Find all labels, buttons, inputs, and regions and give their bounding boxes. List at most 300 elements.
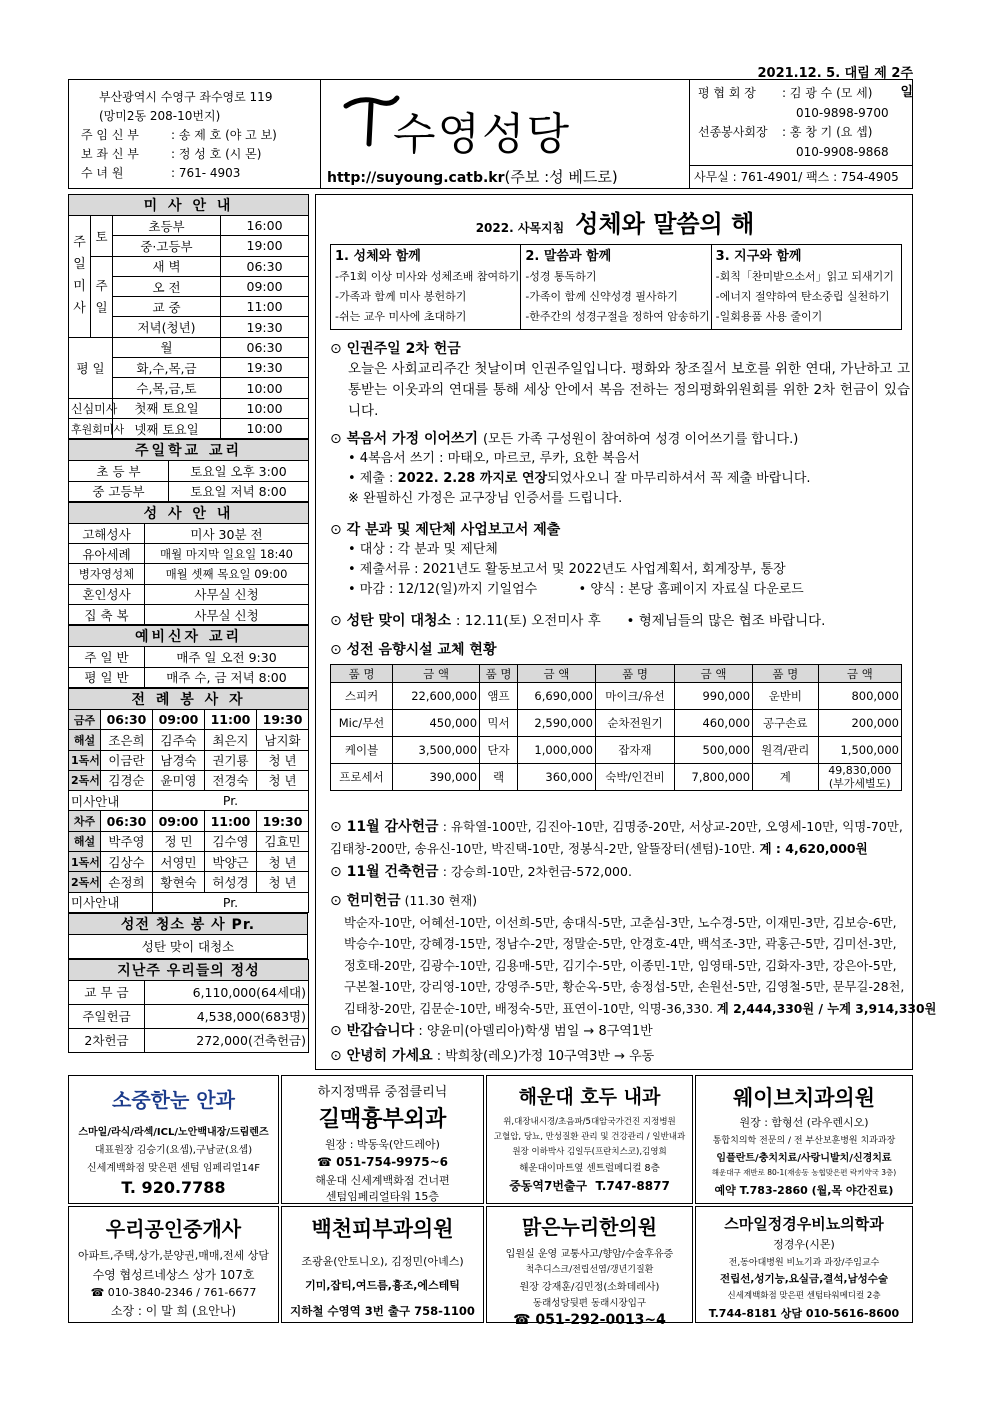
council-label: 평 협 회 장 — [698, 86, 756, 100]
notice-title: 11월 건축헌금 — [346, 864, 439, 880]
server-head: 11:00 — [205, 811, 257, 831]
notice-line: • 제출서류 : 2021년도 활동보고서 및 2022년도 사업계획서, 회계장부, 통장 — [348, 562, 786, 577]
special-mass-day: 첫째 토요일 — [113, 398, 221, 418]
offering-value: 272,000(건축헌금) — [145, 1028, 309, 1052]
parish-info — [69, 80, 321, 188]
ad-derma-clinic — [281, 1206, 484, 1323]
price-head: 품 명 — [753, 665, 818, 683]
ad-line: 해운대구 재반로 80-1(재송동 농협맞은편 락키약국 3층) — [711, 1168, 897, 1177]
ad-phone: ☎ 051-292-0013~4 — [513, 1312, 666, 1328]
server-name: 조은희 — [101, 730, 153, 750]
notice-line: • 마감 : 12/12(일)까지 기일엄수 • 양식 : 본당 홈페이지 자료실 다운로드 — [348, 582, 804, 597]
ad-line: 신세계백화점 맞은편 센텀 임페리얼14F — [87, 1163, 260, 1174]
bullet-icon: ⊙ — [330, 1048, 342, 1064]
catechumen-label: 평 일 반 — [69, 667, 145, 687]
ad-line: 원장 : 함형선 (라우렌시오) — [739, 1116, 869, 1129]
special-mass-day: 넷째 토요일 — [113, 418, 221, 438]
item-price: 2,590,000 — [517, 710, 595, 737]
notice-date: (11.30 현재) — [404, 894, 478, 908]
cleaning-table — [68, 913, 308, 959]
catechumen-time: 매주 일 오전 9:30 — [145, 647, 309, 667]
notice-rice-offering — [330, 891, 937, 1020]
server-name: 허성경 — [205, 872, 257, 892]
mass-time: 06:30 — [221, 256, 309, 276]
header — [68, 79, 913, 189]
school-time: 토요일 오후 3:00 — [169, 461, 309, 481]
catechumen-table — [68, 625, 309, 688]
clergy-value: : 761- 4903 — [171, 166, 241, 180]
mass-title: 미 사 안 내 — [69, 195, 309, 216]
guideline-item: -일회용품 사용 줄이기 — [715, 310, 823, 323]
school-label: 초 등 부 — [69, 461, 169, 481]
ad-line: 전,동아대병원 비뇨기과 과장/주임교수 — [728, 1258, 880, 1268]
clergy-list — [81, 126, 317, 183]
clergy-value: : 송 제 호 (야 고 보) — [171, 128, 277, 142]
server-name: 김수영 — [205, 831, 257, 851]
bullet-icon: ⊙ — [330, 864, 342, 880]
ad-phone: 지하철 수영역 3번 출구 758-1100 — [290, 1304, 475, 1318]
mass-schedule-table — [68, 194, 309, 439]
notice-text: 되었사오니 잘 마무리하셔서 꼭 제출 바랍니다. — [547, 471, 811, 486]
notice-body: 오늘은 사회교리주간 첫날이며 인권주일입니다. 평화와 창조질서 보호를 위한 연대, 가난하고 고통받는 이웃과의 연대를 통해 세상 안에서 복음 전하는 정의평화위원회를 위한 2차 헌금이 있습니다. — [348, 361, 910, 419]
ad-line: 통합치의학 전문의 / 전 부산보훈병원 치과과장 — [712, 1136, 896, 1146]
ad-realty — [68, 1206, 279, 1323]
ad-internal-clinic — [486, 1075, 693, 1204]
price-head: 금 액 — [675, 665, 753, 683]
price-head: 금 액 — [517, 665, 595, 683]
special-mass-label: 신심미사 — [69, 398, 113, 418]
server-name: 서영민 — [153, 852, 205, 872]
mass-name: 새 벽 — [113, 256, 221, 276]
item-name: 공구손료 — [753, 710, 818, 737]
sacrament-value: 매월 셋째 목요일 09:00 — [145, 564, 309, 584]
ad-line: 신세계백화점 맞은편 센텀타워메디컬 2층 — [727, 1291, 881, 1301]
sacrament-label: 혼인성사 — [69, 584, 145, 604]
server-role: 해설 — [69, 831, 101, 851]
bullet-icon: ⊙ — [330, 642, 342, 658]
pastoral-title: 성체와 말씀의 해 — [575, 210, 755, 238]
item-price: 800,000 — [818, 683, 902, 710]
pastoral-prefix: 2022. 사목지침 — [475, 221, 565, 235]
ad-line: 척추디스크/전립선염/갱년기질환 — [525, 1265, 654, 1275]
ad-line: 대표원장 김승기(요셉),구남균(요셉) — [94, 1145, 253, 1156]
sunday-mass-label: 주일미사 — [69, 216, 91, 338]
mass-time: 09:00 — [221, 276, 309, 296]
notice-gospel-writing — [330, 430, 910, 509]
item-name: Mic/무선 — [331, 710, 393, 737]
item-price: 390,000 — [393, 764, 480, 791]
offering-label: 주일헌금 — [69, 1004, 145, 1028]
mass-name: 월 — [113, 337, 221, 357]
server-name: 청 년 — [257, 750, 309, 770]
catechumen-title: 예비신자 교리 — [69, 626, 309, 647]
ad-phone: ☎ 051-754-9975~6 — [317, 1155, 448, 1169]
server-head: 11:00 — [205, 709, 257, 729]
council-label: 선종봉사회장 — [698, 125, 768, 139]
server-name: 윤미영 — [153, 770, 205, 790]
bulletin-date: 2021.12. 5. 대림 제 2주일 — [757, 66, 913, 100]
mass-name: 저녁(청년) — [113, 317, 221, 337]
ad-line: 소장 : 이 말 희 (요안나) — [110, 1304, 237, 1318]
ad-line: 기미,잡티,여드름,흉조,에스테틱 — [305, 1279, 460, 1292]
notice-title: 반갑습니다 — [346, 1023, 415, 1039]
offering-table — [68, 959, 309, 1053]
mass-name: 중·고등부 — [113, 236, 221, 256]
notice-line: ※ 완필하신 가정은 교구장님 인증서를 드립니다. — [348, 491, 623, 506]
notice-title: 복음서 가정 이어쓰기 — [346, 431, 479, 447]
ad-line: 센텀임페리얼타워 15층 — [325, 1190, 440, 1203]
guideline-head: 3. 지구와 함께 — [715, 249, 802, 264]
item-price: 460,000 — [675, 710, 753, 737]
catechumen-label: 주 일 반 — [69, 647, 145, 667]
ad-phone: 중동역7번출구 T.747-8877 — [509, 1179, 670, 1193]
ad-line: 조광윤(안토니오), 김정민(아녜스) — [301, 1255, 464, 1268]
bullet-icon: ⊙ — [330, 893, 342, 909]
guideline-head: 1. 성체와 함께 — [335, 249, 421, 264]
server-name: 청 년 — [257, 852, 309, 872]
mass-time: 19:30 — [221, 358, 309, 378]
server-name: 권기룡 — [205, 750, 257, 770]
price-head: 품 명 — [595, 665, 674, 683]
ad-line: 입원실 운영 교통사고/향암/수술후유증 — [505, 1249, 674, 1260]
bullet-icon: ⊙ — [330, 1023, 342, 1039]
saturday-label: 토 — [91, 216, 113, 257]
bullet-icon: ⊙ — [330, 522, 342, 538]
item-name: 숙박/인건비 — [595, 764, 674, 791]
server-name: 김경순 — [101, 770, 153, 790]
notice-body: : 유학열-100만, 김진아-10만, 김명중-20만, 서상교-20만, 오영세-10만, 익명-70만, 김태창-200만, 송유신-10만, 박진택-10만, 정봉식-2만, 알뜰장터(센텀)-10만. — [330, 819, 903, 856]
ad-dental-clinic — [695, 1075, 913, 1204]
ad-title: 웨이브치과의원 — [732, 1086, 875, 1110]
notice-line: • 대상 : 각 분과 및 제단체 — [348, 542, 498, 557]
item-name: 잡자재 — [595, 737, 674, 764]
item-price: 500,000 — [675, 737, 753, 764]
special-mass-label: 후원회미사 — [69, 418, 113, 438]
bullet-icon: ⊙ — [330, 341, 342, 357]
server-name: 최은지 — [205, 730, 257, 750]
council-value: : 김 광 수 (모 세) — [782, 86, 873, 100]
mass-name: 초등부 — [113, 216, 221, 236]
parish-logo-text: 수영성당 — [393, 109, 572, 160]
notice-welcome — [330, 1022, 910, 1041]
mass-name: 교 중 — [113, 297, 221, 317]
item-price: 1,000,000 — [517, 737, 595, 764]
offering-title: 지난주 우리들의 정성 — [69, 959, 309, 980]
parish-address: 부산광역시 수영구 좌수영로 119 — [99, 90, 273, 104]
ad-line: 임플란트/충치치료/사랑니발치/신경치료 — [716, 1153, 892, 1164]
offering-value: 4,538,000(683명) — [145, 1004, 309, 1028]
school-label: 중 고등부 — [69, 481, 169, 501]
mass-guide-value: Pr. — [153, 791, 309, 811]
ad-line: 원장 강재훈/김민정(소화데레사) — [519, 1282, 660, 1293]
ad-title: 해운대 호두 내과 — [518, 1086, 661, 1108]
item-name: 원격/관리 — [753, 737, 818, 764]
mass-name: 화,수,목,금 — [113, 358, 221, 378]
notice-title: 11월 감사헌금 — [346, 819, 439, 835]
guideline-item: -쉬는 교우 미사에 초대하기 — [335, 310, 467, 323]
total-label: 계 — [753, 764, 818, 791]
council-phone: 010-9898-9700 — [796, 105, 889, 120]
council-phone: 010-9908-9868 — [796, 144, 889, 159]
notice-building-offering — [330, 862, 910, 882]
server-role: 2독서 — [69, 770, 101, 790]
item-name: 마이크/유선 — [595, 683, 674, 710]
server-name: 김주숙 — [153, 730, 205, 750]
sound-cost-table — [330, 664, 902, 791]
item-name: 케이블 — [331, 737, 393, 764]
total-note: (부가세별도) — [828, 777, 891, 790]
mass-time: 19:00 — [221, 236, 309, 256]
server-head: 09:00 — [153, 709, 205, 729]
sunday-school-table — [68, 439, 309, 502]
item-name: 랙 — [480, 764, 518, 791]
price-head: 품 명 — [480, 665, 518, 683]
mass-name: 오 전 — [113, 276, 221, 296]
ad-title: 우리공인중개사 — [105, 1217, 242, 1241]
server-name: 이금란 — [101, 750, 153, 770]
mass-time: 16:00 — [221, 216, 309, 236]
weekday-label: 평 일 — [69, 337, 113, 398]
server-role: 1독서 — [69, 750, 101, 770]
ad-urology-clinic — [695, 1206, 913, 1323]
server-head: 19:30 — [257, 709, 309, 729]
notice-title: 인권주일 2차 헌금 — [346, 341, 461, 357]
item-price: 200,000 — [818, 710, 902, 737]
ad-line: 고혈압, 당뇨, 만성질환 관리 및 건강관리 / 일반내과 — [493, 1132, 686, 1142]
guideline-item: -회칙「찬미받으소서」읽고 되새기기 — [715, 270, 894, 283]
server-name: 남지화 — [257, 730, 309, 750]
ad-oriental-clinic — [486, 1206, 693, 1328]
notice-sound-system — [330, 641, 910, 660]
logo-area — [321, 80, 689, 188]
server-role: 해설 — [69, 730, 101, 750]
donor-line: 박승수-10만, 강혜경-15만, 정남수-2만, 정말순-5만, 안경호-4만, 백석조-3만, 곽홍근-5만, 김미선-3만, — [344, 937, 897, 951]
server-role: 2독서 — [69, 872, 101, 892]
price-head: 금 액 — [393, 665, 480, 683]
bullet-icon: ⊙ — [330, 613, 342, 629]
sacrament-value: 사무실 신청 — [145, 584, 309, 604]
server-name: 손정희 — [101, 872, 153, 892]
ad-phone: T.744-8181 상담 010-5616-8600 — [708, 1307, 900, 1320]
clergy-value: : 정 성 호 (시 몬) — [171, 147, 262, 161]
item-price: 360,000 — [517, 764, 595, 791]
notice-highlight: 2022. 2.28 까지로 연장 — [397, 471, 548, 486]
liturgy-servers-table — [68, 688, 309, 913]
donor-line: 김태창-20만, 김문순-10만, 배정숙-5만, 표연이-10만, 익명-36,330. — [344, 1001, 713, 1016]
school-title: 주일학교 교리 — [69, 440, 309, 461]
item-price: 3,500,000 — [393, 737, 480, 764]
mass-time: 06:30 — [221, 337, 309, 357]
offering-value: 6,110,000(64세대) — [145, 980, 309, 1004]
ad-line: 해운대이마트옆 센트럴메디컬 8층 — [519, 1163, 660, 1174]
ad-title: 소중한눈 안과 — [112, 1088, 235, 1112]
mass-name: 수,목,금,토 — [113, 378, 221, 398]
notice-title: 성전 음향시설 교체 현황 — [346, 642, 497, 658]
ad-phone: 예약 T.783-2860 (월,목 야간진료) — [714, 1184, 894, 1197]
sacrament-label: 집 축 복 — [69, 605, 145, 625]
ad-line: 원장 이하박사 김일두(프란치스코),김영희 — [512, 1147, 667, 1157]
sacrament-table — [68, 502, 309, 625]
ad-line: 동래성당뒷편 동래시장입구 — [532, 1298, 647, 1309]
notice-human-rights — [330, 340, 910, 422]
ad-line: 수영 협성르네상스 상가 107호 — [92, 1268, 255, 1282]
sacrament-label: 병자영성체 — [69, 564, 145, 584]
server-name: 남경숙 — [153, 750, 205, 770]
item-price: 22,600,000 — [393, 683, 480, 710]
mass-time: 11:00 — [221, 297, 309, 317]
item-price: 1,500,000 — [818, 737, 902, 764]
ad-phone: T. 920.7788 — [121, 1178, 226, 1197]
ad-line: 전립선,성기능,요실금,결석,남성수술 — [719, 1273, 889, 1285]
mass-guide-label: 미사안내 — [69, 892, 153, 912]
ad-title: 맑은누리한의원 — [521, 1215, 658, 1239]
cleaning-value: 성탄 맞이 대청소 — [69, 934, 308, 958]
item-price: 7,800,000 — [675, 764, 753, 791]
guideline-item: -에너지 절약하여 탄소중립 실천하기 — [715, 290, 890, 303]
sacrament-label: 고해성사 — [69, 523, 145, 543]
parish-url — [327, 166, 618, 187]
donor-line: 박순자-10만, 어혜선-10만, 이선희-5만, 송대식-5만, 고춘심-3만, 노수경-5만, 이재민-3만, 김보승-6만, — [344, 915, 897, 930]
pastoral-heading — [330, 204, 900, 239]
sacrament-value: 사무실 신청 — [145, 605, 309, 625]
clergy-label: 보 좌 신 부 — [81, 147, 139, 161]
ad-vein-clinic — [281, 1075, 484, 1204]
notice-title: 헌미헌금 — [346, 893, 401, 909]
item-name: 단자 — [480, 737, 518, 764]
notice-farewell — [330, 1047, 910, 1066]
server-name: 청 년 — [257, 770, 309, 790]
notice-total: 계 2,444,330원 / 누계 3,914,330원 — [716, 1001, 937, 1016]
server-head: 06:30 — [101, 811, 153, 831]
url-text: http://suyoung.catb.kr — [327, 170, 505, 186]
offering-label: 교 무 금 — [69, 980, 145, 1004]
ad-title: 스마일정경우비뇨의학과 — [724, 1215, 884, 1233]
notice-cleaning — [330, 612, 910, 631]
server-head: 19:30 — [257, 811, 309, 831]
special-mass-time: 10:00 — [221, 418, 309, 438]
notice-body: : 12.11(토) 오전미사 후 • 형제님들의 많은 협조 바랍니다. — [455, 613, 826, 629]
guideline-item: -가족과 함께 미사 봉헌하기 — [335, 290, 467, 303]
guideline-item: -주1회 이상 미사와 성체조배 참여하기 — [335, 270, 520, 283]
pastoral-guidelines — [330, 244, 902, 330]
ad-line: 스마일/라식/라섹/ICL/노안백내장/드림렌즈 — [78, 1127, 269, 1138]
ad-title: 백천피부과의원 — [311, 1217, 454, 1241]
server-name: 정 민 — [153, 831, 205, 851]
sunday-label: 주일 — [91, 256, 113, 337]
notice-line — [330, 469, 910, 489]
server-head: 09:00 — [153, 811, 205, 831]
item-name: 운반비 — [753, 683, 818, 710]
special-mass-time: 10:00 — [221, 398, 309, 418]
price-head: 금 액 — [818, 665, 902, 683]
ad-line: 정경우(시몬) — [773, 1238, 835, 1251]
item-name: 스피커 — [331, 683, 393, 710]
council-info — [689, 80, 913, 188]
item-name: 프로세서 — [331, 764, 393, 791]
sacrament-label: 유아세례 — [69, 544, 145, 564]
cleaning-title: 성전 청소 봉 사 Pr. — [69, 913, 308, 934]
notice-title: 안녕히 가세요 — [346, 1048, 433, 1064]
total-value: 49,830,000 — [828, 764, 892, 777]
price-head: 품 명 — [331, 665, 393, 683]
mass-time: 19:30 — [221, 317, 309, 337]
ad-line: 해운대 신세계백화점 건너편 — [315, 1174, 450, 1187]
ad-line: 원장 : 박동욱(안드레아) — [325, 1138, 440, 1151]
server-name: 전경숙 — [205, 770, 257, 790]
item-price: 6,690,000 — [517, 683, 595, 710]
bullet-icon: ⊙ — [330, 819, 342, 835]
ad-title: 길맥흉부외과 — [318, 1107, 447, 1132]
council-value: : 홍 창 기 (요 셉) — [782, 125, 873, 139]
office-contact: 사무실 : 761-4901/ 팩스 : 754-4905 — [690, 165, 913, 188]
notice-total: 계 : 4,620,000원 — [759, 841, 868, 856]
notice-text: • 제출 : — [348, 471, 398, 486]
server-name: 김효민 — [257, 831, 309, 851]
server-head: 06:30 — [101, 709, 153, 729]
notice-title: 성탄 맞이 대청소 — [346, 613, 452, 629]
notice-line: • 4복음서 쓰기 : 마태오, 마르코, 루카, 요한 복음서 — [348, 451, 640, 466]
clergy-label: 주 임 신 부 — [81, 128, 139, 142]
left-column — [68, 194, 308, 1053]
sacrament-title: 성 사 안 내 — [69, 502, 309, 523]
notice-subtitle: (모든 가족 구성원이 참여하여 성경 이어쓰기를 합니다.) — [482, 432, 799, 447]
ad-phone: ☎ 010-3840-2346 / 761-6677 — [90, 1286, 257, 1299]
notice-body: : 양윤미(아델리아)학생 범일 → 8구역1반 — [418, 1024, 653, 1039]
council-list — [698, 84, 889, 162]
total-cell — [818, 764, 902, 791]
mass-guide-label: 미사안내 — [69, 791, 153, 811]
parish-address-old: (망미2동 208-10번지) — [99, 109, 221, 123]
item-price: 450,000 — [393, 710, 480, 737]
school-time: 토요일 저녁 8:00 — [169, 481, 309, 501]
donor-line: 정호태-20만, 김광수-10만, 김용매-5만, 김기수-5만, 이종민-1만, 임영태-5만, 김화자-3만, 강은아-5만, — [344, 958, 897, 973]
notice-reports — [330, 521, 910, 600]
notice-body: : 강승희-10만, 2차헌금-572,000. — [442, 864, 632, 879]
server-title: 전 례 봉 사 자 — [69, 688, 309, 709]
server-head: 금주 — [69, 709, 101, 729]
guideline-item: -한주간의 성경구절을 정하여 암송하기 — [525, 310, 710, 323]
offering-label: 2차헌금 — [69, 1028, 145, 1052]
server-head: 차주 — [69, 811, 101, 831]
ad-line: 아파트,주택,상가,분양권,매매,전세 상담 — [78, 1249, 269, 1262]
server-name: 황현숙 — [153, 872, 205, 892]
server-name: 박양근 — [205, 852, 257, 872]
donor-line: 구본철-10만, 강리영-10만, 강영주-5만, 황순옥-5만, 송정섭-5만, 손원선-5만, 김영철-5만, 문무길-28천, — [344, 980, 905, 994]
server-name: 김상수 — [101, 852, 153, 872]
parish-logo-icon — [341, 88, 401, 148]
item-name: 믹서 — [480, 710, 518, 737]
sacrament-value: 매월 마지막 일요일 18:40 — [145, 544, 309, 564]
guideline-item: -가족이 함께 신약성경 필사하기 — [525, 290, 678, 303]
catechumen-time: 매주 수, 금 저녁 8:00 — [145, 667, 309, 687]
ad-subtitle: 하지정맥류 중점클리닉 — [317, 1085, 448, 1100]
item-name: 순차전원기 — [595, 710, 674, 737]
server-name: 박주영 — [101, 831, 153, 851]
notice-title: 각 분과 및 제단체 사업보고서 제출 — [346, 522, 561, 538]
mass-guide-value: Pr. — [153, 892, 309, 912]
ad-line: 위,대장내시경/초음파/5대암국가건진 지정병원 — [503, 1117, 676, 1127]
item-price: 990,000 — [675, 683, 753, 710]
bullet-icon: ⊙ — [330, 431, 342, 447]
clergy-label: 수 녀 원 — [81, 166, 124, 180]
ad-eye-clinic — [68, 1075, 279, 1204]
sacrament-value: 미사 30분 전 — [145, 523, 309, 543]
notice-thanks-offering — [330, 816, 910, 860]
server-name: 청 년 — [257, 872, 309, 892]
mass-time: 10:00 — [221, 378, 309, 398]
guideline-item: -성경 통독하기 — [525, 270, 597, 283]
server-role: 1독서 — [69, 852, 101, 872]
